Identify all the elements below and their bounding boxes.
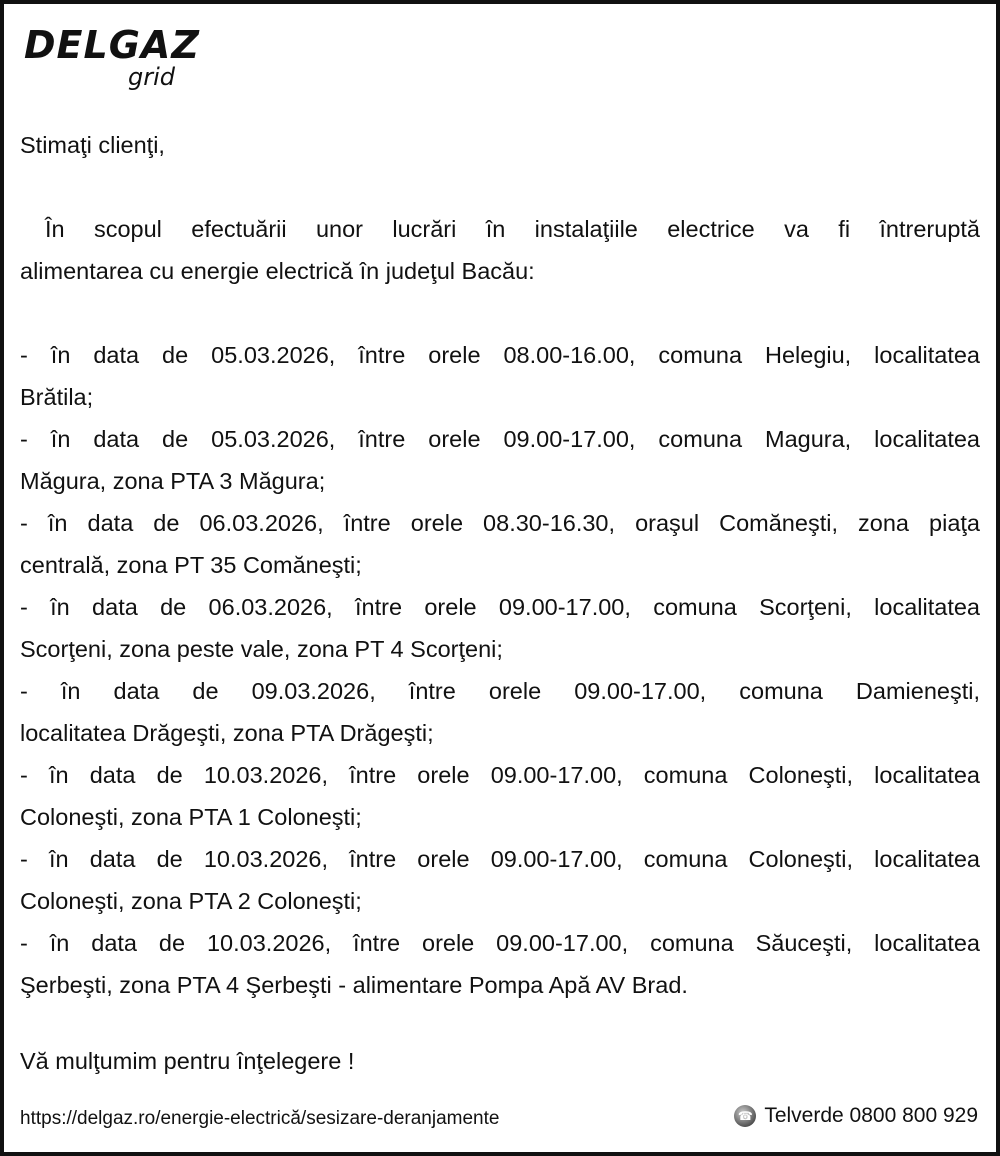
greeting-text: Stimaţi clienţi,	[20, 132, 165, 158]
outage-item-line: - în data de 10.03.2026, între orele 09.00-17.00, comuna Coloneşti, localitatea	[20, 846, 980, 872]
outage-item-line: - în data de 10.03.2026, între orele 09.00-17.00, comuna Coloneşti, localitatea	[20, 762, 980, 788]
outage-item	[20, 922, 980, 1006]
outage-item-line: - în data de 05.03.2026, între orele 09.00-17.00, comuna Magura, localitatea	[20, 426, 980, 452]
footer-url-link[interactable]: https://delgaz.ro/energie-electrică/sesizare-deranjamente	[20, 1108, 500, 1129]
outage-item	[20, 754, 980, 838]
logo-sub: grid	[128, 63, 176, 91]
outage-item-line: Măgura, zona PTA 3 Măgura;	[20, 468, 326, 494]
logo-main: DELGAZ	[24, 23, 200, 67]
closing	[20, 1040, 980, 1082]
outage-item	[20, 838, 980, 922]
outage-item-line: Şerbeşti, zona PTA 4 Şerbeşti - alimentare Pompa Apă AV Brad.	[20, 972, 688, 998]
outage-item	[20, 418, 980, 502]
outage-item-line: Brătila;	[20, 384, 94, 410]
delgaz-grid-logo	[24, 23, 200, 91]
outage-item-line: Coloneşti, zona PTA 1 Coloneşti;	[20, 804, 362, 830]
outage-item	[20, 502, 980, 586]
outage-item	[20, 670, 980, 754]
outage-item-line: - în data de 10.03.2026, între orele 09.00-17.00, comuna Săuceşti, localitatea	[20, 930, 980, 956]
outage-item-line: Coloneşti, zona PTA 2 Coloneşti;	[20, 888, 362, 914]
outage-item-line: - în data de 05.03.2026, între orele 08.00-16.00, comuna Helegiu, localitatea	[20, 342, 980, 368]
outage-item-line: localitatea Drăgeşti, zona PTA Drăgeşti;	[20, 720, 434, 746]
outage-item	[20, 586, 980, 670]
outage-item-line: - în data de 06.03.2026, între orele 09.00-17.00, comuna Scorţeni, localitatea	[20, 594, 980, 620]
closing-text: Vă mulţumim pentru înţelegere !	[20, 1048, 355, 1074]
phone-icon: ☎	[734, 1105, 756, 1127]
intro-line: În scopul efectuării unor lucrări în instalaţiile electrice va fi întreruptă	[45, 216, 980, 242]
outage-list	[20, 334, 980, 1006]
footer-phone	[734, 1104, 978, 1128]
outage-item-line: centrală, zona PT 35 Comăneşti;	[20, 552, 362, 578]
intro-line: alimentarea cu energie electrică în judeţul Bacău:	[20, 258, 535, 284]
outage-item-line: - în data de 06.03.2026, între orele 08.30-16.30, oraşul Comăneşti, zona piaţa	[20, 510, 980, 536]
outage-item	[20, 334, 980, 418]
outage-item-line: - în data de 09.03.2026, între orele 09.00-17.00, comuna Damieneşti,	[20, 678, 980, 704]
greeting	[20, 124, 980, 166]
phone-text: Telverde 0800 800 929	[764, 1104, 978, 1127]
outage-item-line: Scorţeni, zona peste vale, zona PT 4 Scorţeni;	[20, 636, 503, 662]
intro-paragraph	[20, 208, 980, 292]
